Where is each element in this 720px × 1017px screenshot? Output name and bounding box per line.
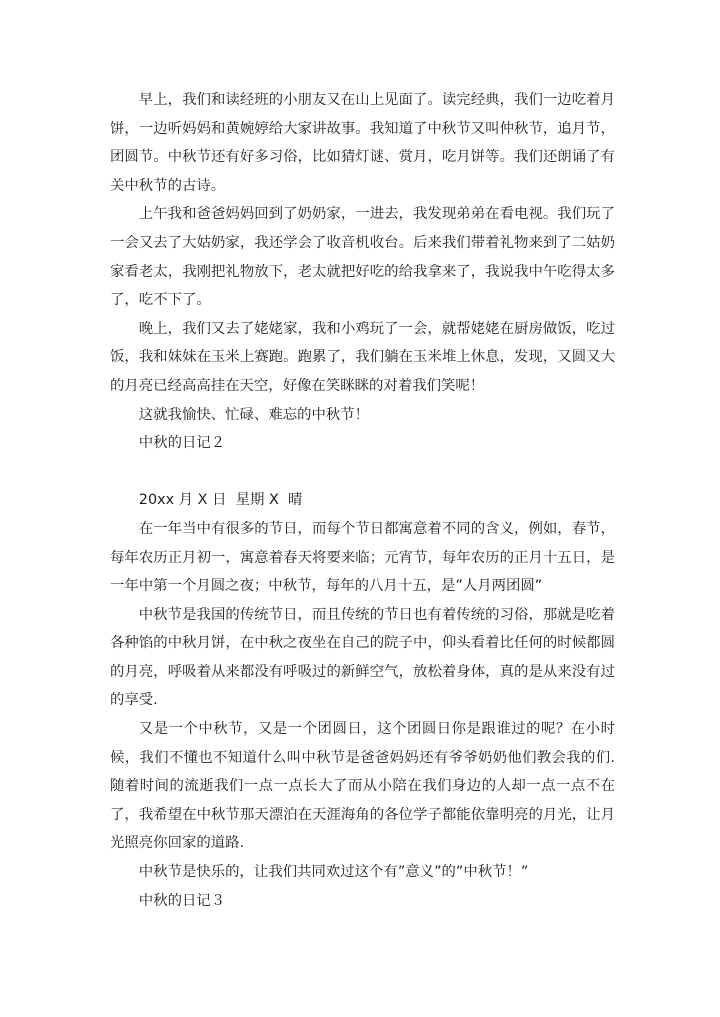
diary2-paragraph-4: 中秋节是快乐的，让我们共同欢过这个有”意义”的”中秋节！” bbox=[138, 864, 529, 881]
diary1-paragraph-3: 晚上，我们又去了姥姥家，我和小鸡玩了一会，就帮姥姥在厨房做饭，吃过饭，我和妹妹在玉米上赛跑。跑累了，我们躺在玉米堆上休息，发现，又圆又大的月亮已经高高挂在天空，好像在笑眯眯的对着我们笑呢！ bbox=[110, 320, 615, 394]
diary3-title: 中秋的日记３ bbox=[138, 892, 226, 909]
diary2-title: 中秋的日记２ bbox=[138, 435, 226, 452]
diary2-date-line: 20xx 月 X 日 星期 X 晴 bbox=[138, 492, 303, 509]
blank-line bbox=[110, 458, 615, 487]
diary2-paragraph-3: 又是一个中秋节，又是一个团圆日，这个团圆日你是跟谁过的呢？在小时候，我们不懂也不知道什么叫中秋节是爸爸妈妈还有爷爷奶奶他们教会我的们.随着时间的流逝我们一点一点长大了而从小陪在我们身边的人却一点一点不在了，我希望在中秋节那天漂泊在天涯海角的各位学子都能依靠明亮的月光，让月光照亮你回家的道路. bbox=[110, 721, 615, 852]
diary2-paragraph-2: 中秋节是我国的传统节日，而且传统的节日也有着传统的习俗，那就是吃着各种馅的中秋月饼，在中秋之夜坐在自己的院子中，仰头看着比任何的时候都圆的月亮，呼吸着从来都没有呼吸过的新鲜空气，放松着身体，真的是从来没有过的享受. bbox=[110, 606, 615, 709]
diary1-paragraph-2: 上午我和爸爸妈妈回到了奶奶家，一进去，我发现弟弟在看电视。我们玩了一会又去了大姑奶家，我还学会了收音机收台。后来我们带着礼物来到了二姑奶家看老太，我刚把礼物放下，老太就把好吃的给我拿来了，我说我中午吃得太多了，吃不下了。 bbox=[110, 206, 615, 309]
document-page bbox=[110, 86, 615, 915]
diary1-paragraph-1: 早上，我们和读经班的小朋友又在山上见面了。读完经典，我们一边吃着月饼，一边听妈妈和黄婉婷给大家讲故事。我知道了中秋节又叫仲秋节，追月节，团圆节。中秋节还有好多习俗，比如猜灯谜、赏月，吃月饼等。我们还朗诵了有关中秋节的古诗。 bbox=[110, 92, 615, 194]
diary2-paragraph-1: 在一年当中有很多的节日，而每个节日都寓意着不同的含义，例如，春节，每年农历正月初一，寓意着春天将要来临；元宵节，每年农历的正月十五日，是一年中第一个月圆之夜；中秋节，每年的八月十五，是”人月两团圆” bbox=[110, 520, 615, 595]
diary1-paragraph-4: 这就我愉快、忙碌、难忘的中秋节！ bbox=[138, 406, 370, 423]
